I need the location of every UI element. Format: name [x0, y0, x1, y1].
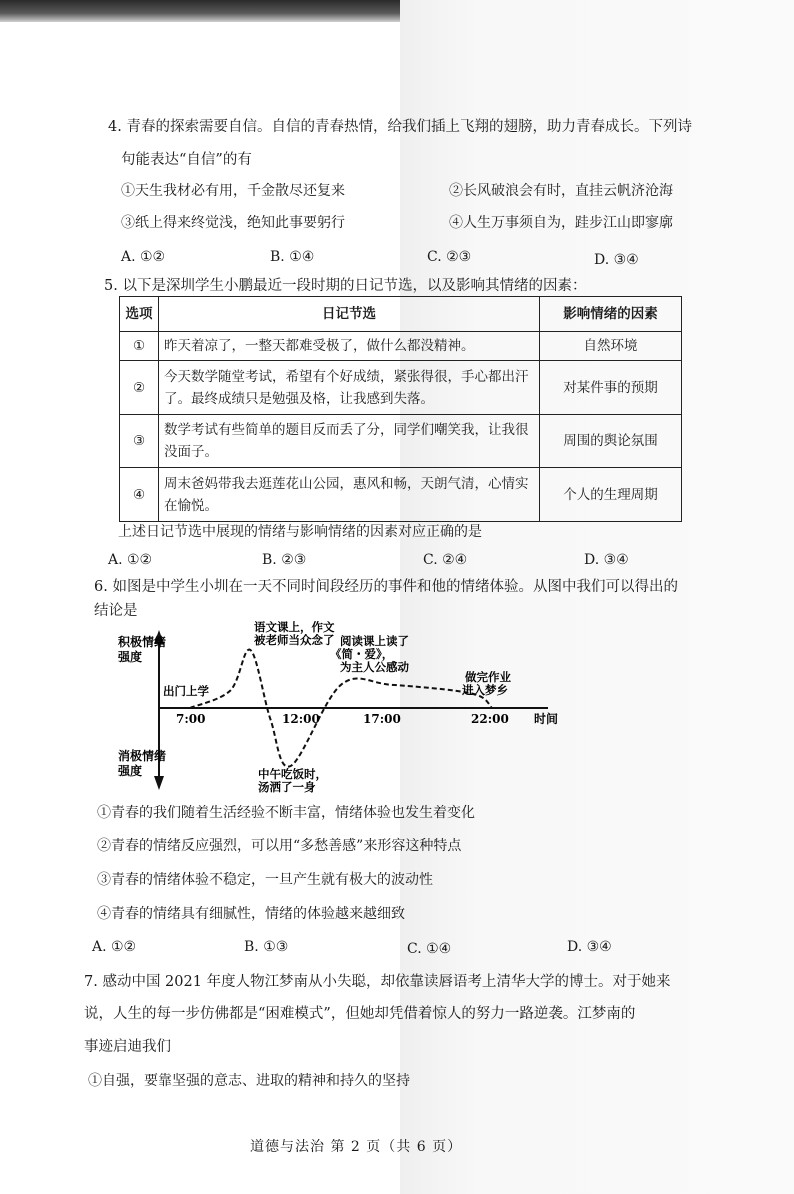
annotation-reading-line3: 为主人公感动 — [340, 660, 409, 674]
annotation-reading-line1: 阅读课上读了 — [340, 634, 409, 648]
row-factor: 对某件事的预期 — [540, 361, 682, 415]
q6-statement-2: ②青春的情绪反应强烈，可以用“多愁善感”来形容这种特点 — [97, 838, 462, 854]
annotation-lunch-line1: 中午吃饭时， — [258, 767, 327, 781]
annotation-homework-line2: 进入梦乡 — [462, 683, 508, 697]
q5-stem: 5. 以下是深圳学生小鹏最近一段时期的日记节选，以及影响其情绪的因素： — [104, 278, 587, 294]
q4-stem-line2: 句能表达“自信”的有 — [121, 152, 252, 168]
x-tick-7: 7:00 — [176, 712, 206, 726]
ylabel-positive-line2: 强度 — [118, 650, 143, 664]
q5-option-c: C. ②④ — [423, 552, 468, 568]
row-option: ④ — [120, 468, 159, 522]
x-tick-12: 12:00 — [282, 712, 320, 726]
ylabel-negative-line1: 消极情绪 — [118, 749, 167, 763]
row-option: ① — [120, 332, 159, 361]
row-option: ③ — [120, 414, 159, 468]
q6-stem-line2: 结论是 — [94, 603, 138, 619]
annotation-chinese-line2: 被老师当众念了 — [254, 633, 335, 647]
row-diary-text: 今天数学随堂考试，希望有个好成绩，紧张得很，手心都出汗了。最终成绩只是勉强及格，让我感到失落。 — [159, 361, 540, 415]
q7-statement-1: ①自强，要靠坚强的意志、进取的精神和持久的坚持 — [88, 1073, 410, 1089]
row-option: ② — [120, 361, 159, 415]
q6-option-c: C. ①④ — [407, 941, 452, 957]
q5-option-d: D. ③④ — [584, 552, 629, 568]
q6-statement-1: ①青春的我们随着生活经验不断丰富，情绪体验也发生着变化 — [97, 805, 475, 821]
q7-line3: 事迹启迪我们 — [84, 1039, 171, 1055]
q6-stem-line1: 6. 如图是中学生小圳在一天不同时间段经历的事件和他的情绪体验。从图中我们可以得出的 — [94, 579, 678, 595]
q4-option-a: A. ①② — [121, 249, 166, 265]
x-tick-17: 17:00 — [363, 712, 401, 726]
q4-statement-1: ①天生我材必有用，千金散尽还复来 — [121, 183, 345, 199]
row-diary-text: 周末爸妈带我去逛莲花山公园，惠风和畅，天朗气清，心情实在愉悦。 — [159, 468, 540, 522]
annotation-lunch-line2: 汤洒了一身 — [258, 780, 316, 794]
ylabel-negative-line2: 强度 — [118, 764, 143, 778]
q6-statement-4: ④青春的情绪具有细腻性，情绪的体验越来越细致 — [97, 906, 405, 922]
row-factor: 个人的生理周期 — [540, 468, 682, 522]
q7-line1: 7. 感动中国 2021 年度人物江梦南从小失聪，却依靠读唇语考上清华大学的博士。对于她来 — [84, 974, 671, 990]
q4-option-d: D. ③④ — [594, 252, 639, 268]
ylabel-positive-line1: 积极情绪 — [118, 635, 167, 649]
q6-statement-3: ③青春的情绪体验不稳定，一旦产生就有极大的波动性 — [97, 872, 433, 888]
row-diary-text: 数学考试有些简单的题目反而丢了分，同学们嘲笑我，让我很没面子。 — [159, 414, 540, 468]
q5-option-a: A. ①② — [108, 552, 153, 568]
q7-line2: 说，人生的每一步仿佛都是“困难模式”，但她却凭借着惊人的努力一路逆袭。江梦南的 — [84, 1006, 636, 1022]
q5-question: 上述日记节选中展现的情绪与影响情绪的因素对应正确的是 — [118, 524, 482, 540]
row-factor: 自然环境 — [540, 332, 682, 361]
row-factor: 周围的舆论氛围 — [540, 414, 682, 468]
row-diary-text: 昨天着凉了，一整天都难受极了，做什么都没精神。 — [159, 332, 540, 361]
q6-option-d: D. ③④ — [567, 939, 612, 955]
q6-option-b: B. ①③ — [244, 939, 289, 955]
header-option: 选项 — [120, 297, 159, 332]
annotation-leave-home: 出门上学 — [163, 684, 209, 698]
annotation-chinese-line1: 语文课上，作文 — [254, 620, 335, 634]
q4-option-b: B. ①④ — [270, 249, 315, 265]
q6-option-a: A. ①② — [92, 939, 137, 955]
q4-statement-4: ④人生万事须自为，跬步江山即寥廓 — [449, 215, 673, 231]
q4-statement-3: ③纸上得来终觉浅，绝知此事要躬行 — [121, 215, 345, 231]
x-tick-22: 22:00 — [471, 712, 509, 726]
header-factor: 影响情绪的因素 — [540, 297, 682, 332]
y-axis-arrow-down — [154, 776, 164, 790]
annotation-reading-line2: 《简・爱》， — [330, 647, 394, 661]
x-axis-label: 时间 — [534, 712, 559, 726]
annotation-homework-line1: 做完作业 — [465, 670, 511, 684]
q5-option-b: B. ②③ — [262, 552, 307, 568]
q4-option-c: C. ②③ — [427, 249, 472, 265]
page-footer: 道德与法治 第 2 页（共 6 页） — [250, 1139, 463, 1155]
header-diary: 日记节选 — [159, 297, 540, 332]
q4-statement-2: ②长风破浪会有时，直挂云帆济沧海 — [449, 183, 673, 199]
q4-stem-line1: 4. 青春的探索需要自信。自信的青春热情，给我们插上飞翔的翅膀，助力青春成长。下列诗 — [108, 119, 692, 135]
